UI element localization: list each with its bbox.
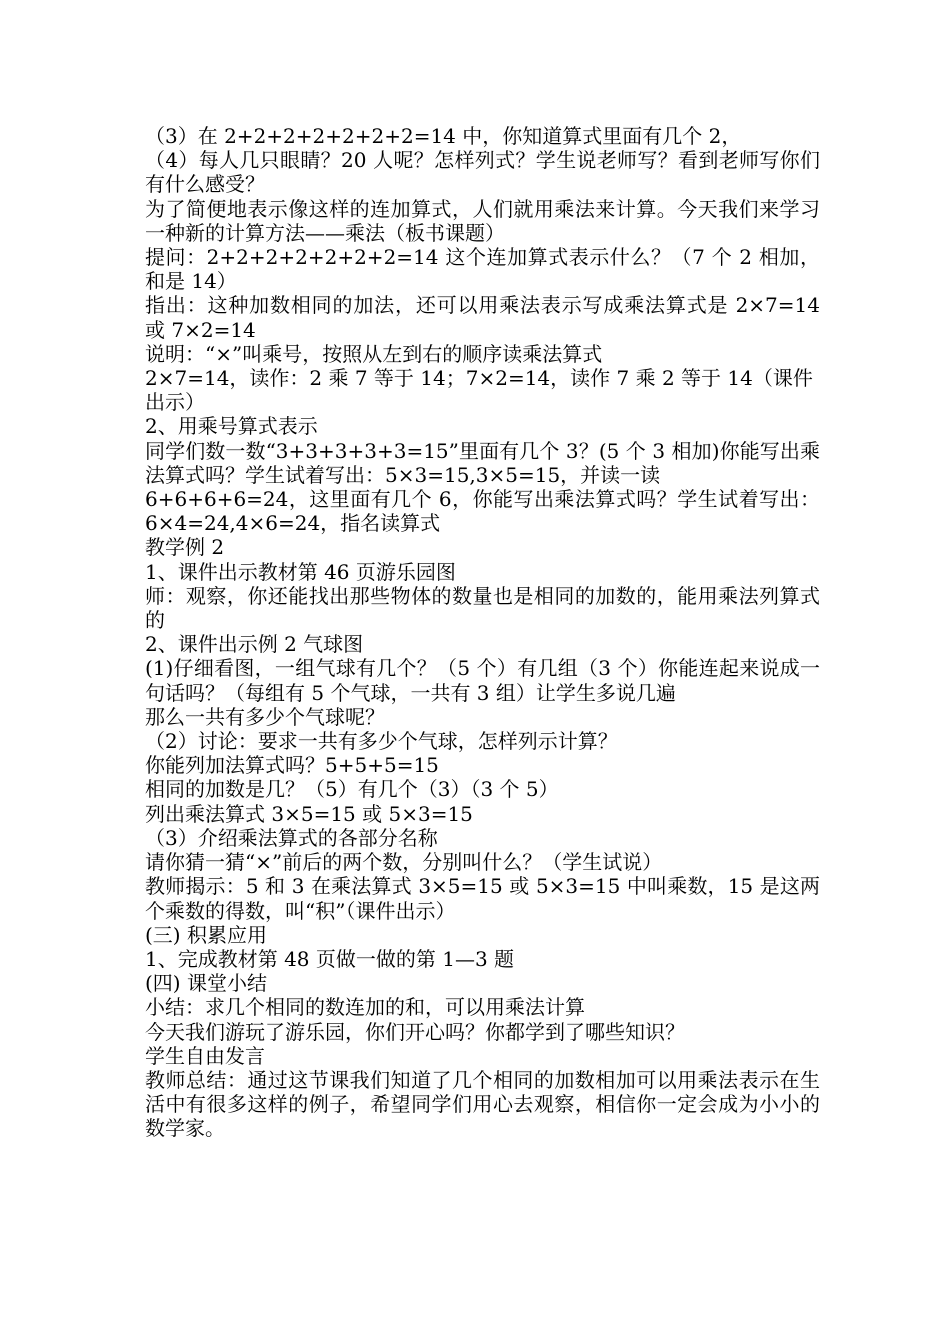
paragraph-9: 同学们数一数“3+3+3+3+3=15”里面有几个 3？(5 个 3 相加)你能写出乘法算式吗？学生试着写出：5×3=15,3×5=15，并读一读 xyxy=(145,438,820,487)
paragraph-8: 2、用乘号算式表示 xyxy=(145,414,318,439)
paragraph-19: 相同的加数是几？（5）有几个（3）（3 个 5） xyxy=(145,777,559,802)
section-heading-3: (三) 积累应用 xyxy=(145,922,267,947)
paragraph-13: 师：观察，你还能找出那些物体的数量也是相同的加数的，能用乘法列算式的 xyxy=(145,583,820,633)
paragraph-14: 2、课件出示例 2 气球图 xyxy=(145,632,364,657)
paragraph-16: 那么一共有多少个气球呢？ xyxy=(145,704,385,729)
paragraph-10: 6+6+6+6=24，这里面有几个 6，你能写出乘法算式吗？学生试着写出：6×4=24,4×6=24，指名读算式 xyxy=(145,487,820,536)
paragraph-1: （3）在 2+2+2+2+2+2+2=14 中，你知道算式里面有几个 2， xyxy=(145,124,742,148)
paragraph-21: （3）介绍乘法算式的各部分名称 xyxy=(145,825,438,850)
paragraph-7: 2×7=14，读作：2 乘 7 等于 14；7×2=14，读作 7 乘 2 等于 14（课件出示） xyxy=(145,366,813,415)
paragraph-4: 提问：2+2+2+2+2+2+2=14 这个连加算式表示什么？（7 个 2 相加，和是 14） xyxy=(145,245,820,294)
paragraph-30: 教师总结：通过这节课我们知道了几个相同的加数相加可以用乘法表示在生活中有很多这样的例子，希望同学们用心去观察，相信你一定会成为小小的数学家。 xyxy=(145,1067,820,1141)
paragraph-23: 教师揭示：5 和 3 在乘法算式 3×5=15 或 5×3=15 中叫乘数，15 是这两个乘数的得数，叫“积”（课件出示） xyxy=(145,874,820,923)
paragraph-12: 1、课件出示教材第 46 页游乐园图 xyxy=(145,559,456,584)
paragraph-17: （2）讨论：要求一共有多少个气球，怎样列示计算？ xyxy=(145,729,618,754)
paragraph-22: 请你猜一猜“×”前后的两个数，分别叫什么？（学生试说） xyxy=(145,850,663,875)
section-heading-4: (四) 课堂小结 xyxy=(145,971,267,996)
paragraph-20: 列出乘法算式 3×5=15 或 5×3=15 xyxy=(145,801,473,826)
paragraph-6: 说明：“×”叫乘号，按照从左到右的顺序读乘法算式 xyxy=(145,341,603,366)
paragraph-2: （4）每人几只眼睛？20 人呢？怎样列式？学生说老师写？看到老师写你们有什么感受？ xyxy=(145,148,820,197)
paragraph-25: 1、完成教材第 48 页做一做的第 1—3 题 xyxy=(145,946,515,971)
paragraph-27: 小结：求几个相同的数连加的和，可以用乘法计算 xyxy=(145,995,585,1020)
document-page xyxy=(145,124,820,1141)
paragraph-15: (1)仔细看图，一组气球有几个？（5 个）有几组（3 个）你能连起来说成一句话吗？（每组有 5 个气球，一共有 3 组）让学生多说几遍 xyxy=(145,656,820,705)
paragraph-29: 学生自由发言 xyxy=(145,1043,265,1068)
paragraph-5: 指出：这种加数相同的加法，还可以用乘法表示写成乘法算式是 2×7=14 或 7×2=14 xyxy=(145,293,820,342)
paragraph-18: 你能列加法算式吗？5+5+5=15 xyxy=(145,753,439,778)
paragraph-28: 今天我们游玩了游乐园，你们开心吗？你都学到了哪些知识？ xyxy=(145,1019,685,1044)
paragraph-11: 教学例 2 xyxy=(145,535,225,560)
paragraph-3: 为了简便地表示像这样的连加算式，人们就用乘法来计算。今天我们来学习一种新的计算方法——乘法（板书课题） xyxy=(145,196,820,245)
